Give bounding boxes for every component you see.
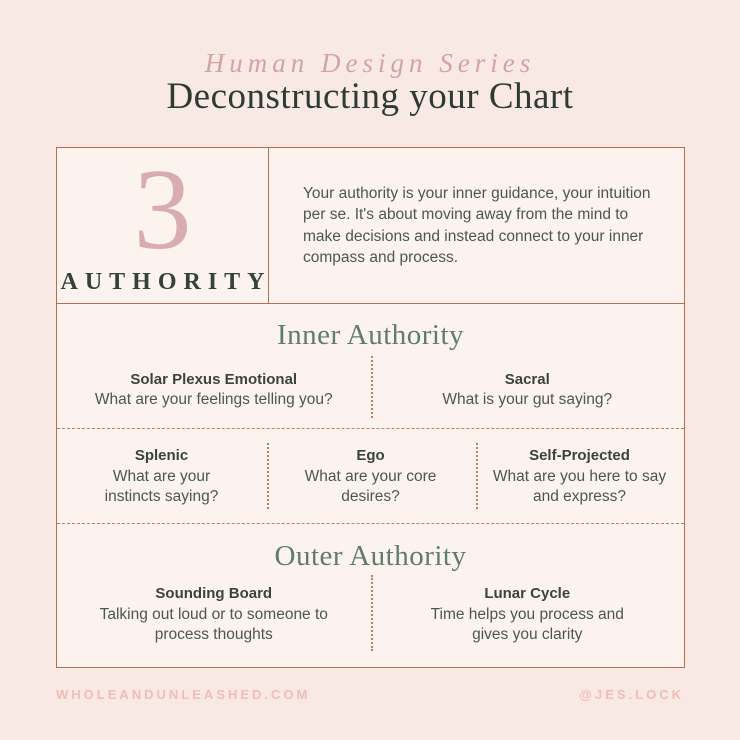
dotted-divider	[371, 356, 373, 418]
item-subtitle: What are your feelings telling you?	[94, 390, 333, 408]
item-subtitle: What are you here to say and express?	[492, 467, 667, 506]
list-item	[371, 352, 685, 428]
list-item	[57, 352, 371, 428]
list-item	[57, 573, 371, 657]
header	[0, 0, 740, 118]
chapter-number: 3	[133, 146, 192, 275]
page-title: Deconstructing your Chart	[166, 76, 574, 117]
inner-authority-heading: Inner Authority	[276, 319, 465, 351]
item-subtitle: What is your gut saying?	[442, 390, 613, 408]
item-title: Solar Plexus Emotional	[130, 370, 298, 388]
website-credit: WHOLEANDUNLEASHED.COM	[56, 687, 311, 702]
item-title: Self-Projected	[529, 447, 630, 465]
list-item	[371, 573, 685, 657]
list-item	[475, 429, 684, 523]
series-label: Human Design Series	[204, 48, 536, 78]
card-top-row	[57, 148, 684, 304]
item-title: Ego	[356, 447, 385, 465]
item-title: Sounding Board	[155, 585, 273, 603]
description-cell	[269, 148, 684, 303]
authority-description: Your authority is your inner guidance, your intuition per se. It's about moving away from the mind to make decisions and instead connect to your inner compass and process.	[303, 184, 651, 266]
outer-authority-heading: Outer Authority	[274, 540, 467, 572]
item-subtitle: What are your core desires?	[304, 467, 437, 506]
number-cell	[57, 146, 272, 303]
item-subtitle: What are your instincts saying?	[104, 467, 219, 506]
item-subtitle: Time helps you process and gives you clarity	[430, 605, 624, 644]
dotted-divider	[267, 443, 269, 509]
item-title: Splenic	[134, 447, 189, 465]
inner-authority-row1	[57, 352, 684, 428]
dotted-divider	[476, 443, 478, 509]
item-title: Sacral	[504, 370, 550, 388]
inner-authority-row2	[57, 428, 684, 523]
outer-authority-row	[57, 573, 684, 657]
footer	[56, 687, 684, 702]
list-item	[266, 429, 475, 523]
authority-card	[56, 147, 685, 668]
chapter-label: AUTHORITY	[60, 268, 272, 295]
social-handle: @JES.LOCK	[579, 687, 684, 702]
list-item	[57, 429, 266, 523]
outer-authority-section	[57, 523, 684, 667]
item-title: Lunar Cycle	[484, 585, 571, 603]
item-subtitle: Talking out loud or to someone to process thoughts	[99, 605, 328, 644]
inner-authority-section	[57, 304, 684, 428]
dotted-divider	[371, 575, 373, 651]
